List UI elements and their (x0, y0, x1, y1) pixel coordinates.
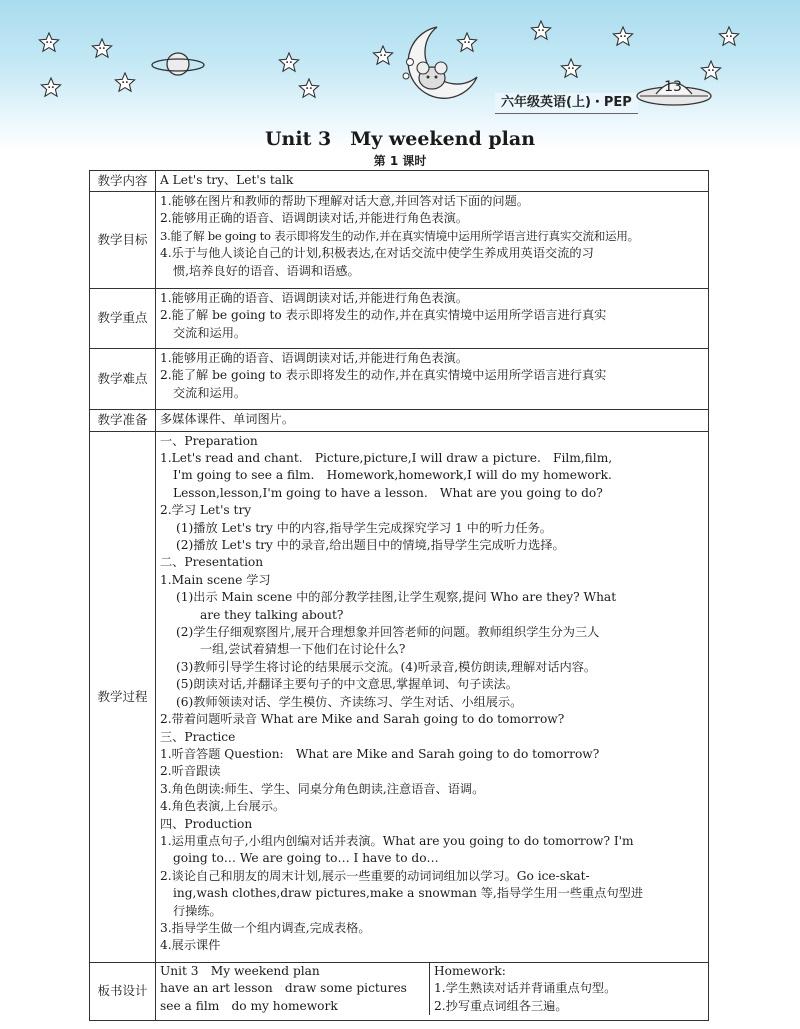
text-line: going to… We are going to… I have to do… (173, 851, 439, 866)
text-line: Unit 3 My weekend plan (160, 963, 320, 978)
row-process (90, 431, 709, 962)
board-design (156, 963, 708, 1016)
row-text (156, 409, 709, 431)
page-number: 13 (664, 79, 682, 95)
board-right (430, 963, 708, 1016)
text-line: 2.能了解 be going to 表示即将发生的动作,并在真实情境中运用所学语言进行真实 (160, 308, 607, 323)
row-label: 教学准备 (90, 409, 156, 431)
lesson-label: 第 1 课时 (373, 154, 427, 168)
text-line: 一组,尝试着猜想一下他们在讨论什么? (200, 642, 406, 657)
text-line: 1.能够用正确的语音、语调朗读对话,并能进行角色表演。 (160, 290, 469, 305)
row-text (156, 962, 709, 1020)
text-line: 二、Presentation (160, 555, 264, 570)
text-line: 三、Practice (160, 729, 236, 744)
book-label: 六年级英语(上)・PEP (495, 93, 638, 114)
text-line: ing,wash clothes,draw pictures,make a snowman 等,指导学生用一些重点句型进 (173, 886, 644, 901)
row-label: 板书设计 (90, 962, 156, 1020)
text-line: I'm going to see a film. Homework,homework,I will do my homework. (173, 468, 612, 483)
text-line: 多媒体课件、单词图片。 (160, 411, 295, 426)
text-line: 2.能了解 be going to 表示即将发生的动作,并在真实情境中运用所学语言进行真实 (160, 368, 607, 383)
row-preparation (90, 409, 709, 431)
row-content (90, 171, 709, 192)
row-label: 教学难点 (90, 348, 156, 409)
star-icon (40, 77, 62, 99)
text-line: see a film do my homework (160, 998, 338, 1013)
row-label: 教学目标 (90, 191, 156, 288)
text-line: 1.学生熟读对话并背诵重点句型。 (434, 981, 617, 996)
text-line: (1)出示 Main scene 中的部分教学挂图,让学生观察,提问 Who are they? What (176, 590, 617, 605)
row-text (156, 171, 709, 192)
text-line: (5)朗读对话,并翻译主要句子的中文意思,掌握单词、句子读法。 (176, 677, 518, 692)
text-line: (2)播放 Let's try 中的录音,给出题目中的情境,指导学生完成听力选择。 (176, 538, 565, 553)
row-difficulties (90, 348, 709, 409)
planet-icon (150, 46, 206, 82)
row-board (90, 962, 709, 1020)
text-line: 惯,培养良好的语音、语调和语感。 (173, 263, 360, 278)
text-line: Homework: (434, 963, 506, 978)
star-icon (372, 45, 394, 67)
text-line: 2.听音跟读 (160, 764, 221, 779)
text-line: Lesson,lesson,I'm going to have a lesson. What are you going to do? (173, 485, 603, 500)
text-line: 交流和运用。 (173, 385, 247, 400)
text-line: 行操练。 (173, 903, 222, 918)
text-line: 1.能够在图片和教师的帮助下理解对话大意,并回答对话下面的问题。 (160, 193, 529, 208)
text-line: 1.听音答题 Question: What are Mike and Sarah going to do tomorrow? (160, 746, 600, 761)
star-icon (718, 26, 740, 48)
row-text (156, 288, 709, 348)
star-icon (612, 26, 634, 48)
row-label: 教学过程 (90, 431, 156, 962)
text-line: (3)教师引导学生将讨论的结果展示交流。(4)听录音,模仿朗读,理解对话内容。 (176, 659, 597, 674)
star-icon (530, 20, 552, 42)
text-line: 3.指导学生做一个组内调查,完成表格。 (160, 920, 371, 935)
star-icon (114, 72, 136, 94)
text-line: 2.谈论自己和朋友的周末计划,展示一些重要的动词词组加以学习。Go ice-skat- (160, 868, 590, 883)
board-left (156, 963, 430, 1016)
text-line: (2)学生仔细观察图片,展开合理想象并回答老师的问题。教师组织学生分为三人 (176, 625, 600, 640)
row-text (156, 431, 709, 962)
star-icon (91, 38, 113, 60)
text-line: 1.Let's read and chant. Picture,picture,I will draw a picture. Film,film, (160, 451, 613, 465)
text-line: 3.角色朗读:师生、学生、同桌分角色朗读,注意语音、语调。 (160, 781, 485, 796)
text-line: (1)播放 Let's try 中的内容,指导学生完成探究学习 1 中的听力任务。 (176, 520, 552, 535)
text-line: 2.带着问题听录音 What are Mike and Sarah going to do tomorrow? (160, 712, 565, 727)
text-line: 4.角色表演,上台展示。 (160, 799, 286, 814)
row-key-points (90, 288, 709, 348)
text-line: have an art lesson draw some pictures (160, 981, 407, 996)
text-line: 1.Main scene 学习 (160, 572, 271, 587)
moon-mouse-icon (392, 22, 492, 102)
text-line: 2.学习 Let's try (160, 503, 252, 518)
lesson-plan-table (89, 170, 709, 1021)
text-line: (6)教师领读对话、学生模仿、齐读练习、学生对话、小组展示。 (176, 694, 523, 709)
star-icon (38, 32, 60, 54)
star-icon (560, 58, 582, 80)
text-line: 1.能够用正确的语音、语调朗读对话,并能进行角色表演。 (160, 350, 469, 365)
star-icon (298, 78, 320, 100)
row-text (156, 348, 709, 409)
text-line: 一、Preparation (160, 433, 258, 448)
text-line: 四、Production (160, 816, 253, 831)
text-line: A Let's try、Let's talk (160, 173, 294, 187)
text-line: 4.展示课件 (160, 938, 221, 953)
row-label: 教学重点 (90, 288, 156, 348)
text-line: 交流和运用。 (173, 325, 247, 340)
row-goals (90, 191, 709, 288)
row-text (156, 191, 709, 288)
text-line: are they talking about? (200, 607, 344, 622)
text-line: 2.抄写重点词组各三遍。 (434, 998, 568, 1013)
text-line: 1.运用重点句子,小组内创编对话并表演。What are you going to do tomorrow? I'm (160, 833, 634, 848)
text-line: 4.乐于与他人谈论自己的计划,积极表达,在对话交流中使学生养成用英语交流的习 (160, 246, 594, 261)
star-icon (278, 52, 300, 74)
text-line: 3.能了解 be going to 表示即将发生的动作,并在真实情境中运用所学语言进行真实交流和运用。 (160, 228, 639, 243)
unit-title: Unit 3 My weekend plan (264, 128, 536, 150)
row-label: 教学内容 (90, 171, 156, 192)
text-line: 2.能够用正确的语音、语调朗读对话,并能进行角色表演。 (160, 211, 469, 226)
